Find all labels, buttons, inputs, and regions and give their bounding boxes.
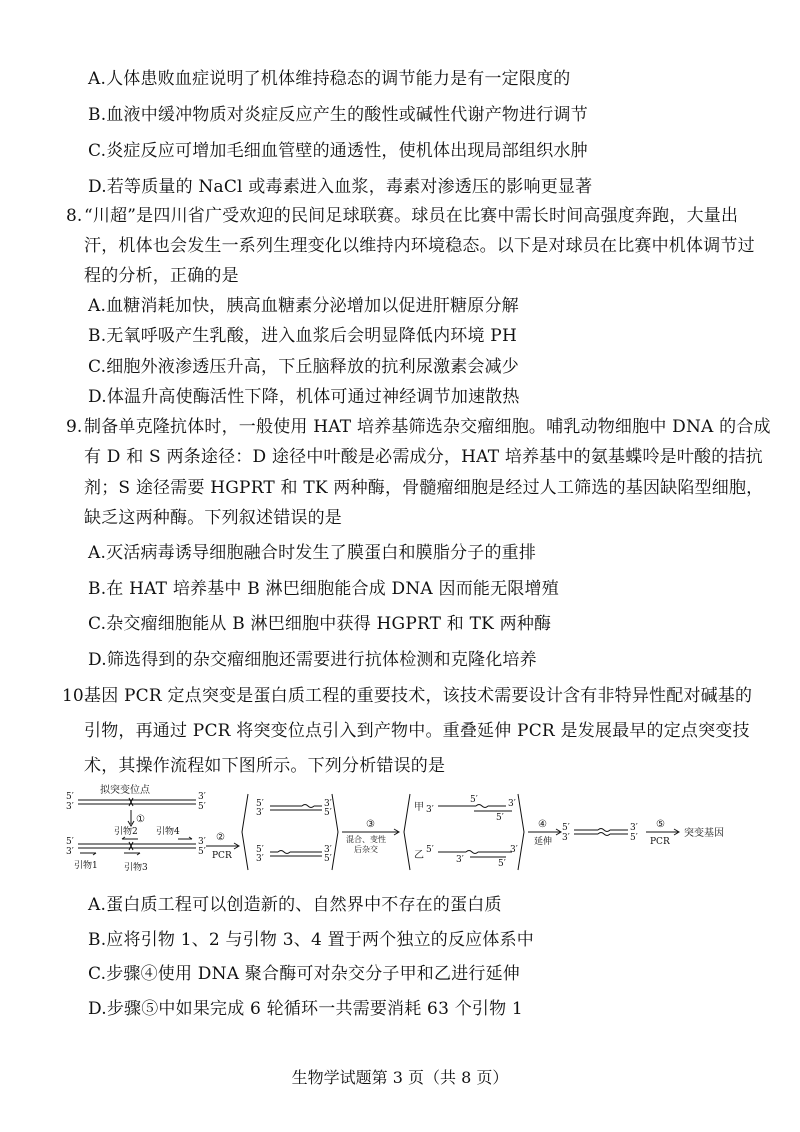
- q9-option-c: C.杂交瘤细胞能从 B 淋巴细胞中获得 HGPRT 和 TK 两种酶: [88, 614, 552, 634]
- label-3prime: 3′: [456, 855, 464, 865]
- label-5prime: 5′: [496, 813, 504, 823]
- hybrid-yi-label: 乙: [414, 850, 424, 861]
- label-3prime: 3′: [562, 833, 570, 843]
- step-5: ⑤: [656, 819, 665, 830]
- label-5prime: 5′: [324, 808, 332, 818]
- q7-option-a: A.人体患败血症说明了机体维持稳态的调节能力是有一定限度的: [88, 69, 571, 89]
- primer-1-label: 引物1: [74, 861, 98, 871]
- q8-option-b: B.无氧呼吸产生乳酸，进入血浆后会明显降低内环境 PH: [88, 326, 517, 346]
- q9-number: 9.: [66, 417, 83, 437]
- q7-option-b: B.血液中缓冲物质对炎症反应产生的酸性或碱性代谢产物进行调节: [88, 105, 588, 125]
- q10-option-d: D.步骤⑤中如果完成 6 轮循环一共需要消耗 63 个引物 1: [88, 999, 523, 1019]
- label-5prime: 5′: [256, 845, 264, 855]
- q9-stem-line-3: 剂；S 途径需要 HGPRT 和 TK 两种酶，骨髓瘤细胞是经过人工筛选的基因缺陷型细胞，: [84, 478, 764, 498]
- q7-option-c: C.炎症反应可增加毛细血管壁的通透性，使机体出现局部组织水肿: [88, 141, 588, 161]
- step-3: ③: [366, 819, 375, 830]
- label-3prime: 3′: [198, 837, 206, 847]
- label-5prime: 5′: [324, 854, 332, 864]
- label-5prime: 5′: [470, 795, 478, 805]
- label-3prime: 3′: [66, 847, 74, 857]
- label-3prime: 3′: [630, 823, 638, 833]
- page-footer: 生物学试题第 3 页（共 8 页）: [291, 1068, 509, 1087]
- q10-option-b: B.应将引物 1、2 与引物 3、4 置于两个独立的反应体系中: [88, 930, 534, 950]
- label-5prime: 5′: [198, 847, 206, 857]
- label-5prime: 5′: [630, 833, 638, 843]
- label-3prime: 3′: [510, 845, 518, 855]
- label-3prime: 3′: [198, 792, 206, 802]
- label-5prime: 5′: [66, 837, 74, 847]
- hybrid-jia-label: 甲: [414, 802, 424, 813]
- label-3prime: 3′: [426, 805, 434, 815]
- q8-option-c: C.细胞外液渗透压升高，下丘脑释放的抗利尿激素会减少: [88, 357, 520, 377]
- q8-stem-line-1: “川超”是四川省广受欢迎的民间足球联赛。球员在比赛中需长时间高强度奔跑，大量出: [84, 206, 739, 226]
- q9-stem-line-2: 有 D 和 S 两条途径：D 途径中叶酸是必需成分，HAT 培养基中的氨基蝶呤是叶酸的拮抗: [84, 447, 763, 467]
- q8-option-d: D.体温升高使酶活性下降，机体可通过神经调节加速散热: [88, 387, 520, 407]
- pcr-label: PCR: [212, 851, 232, 861]
- step-4: ④: [538, 819, 547, 830]
- q9-option-b: B.在 HAT 培养基中 B 淋巴细胞能合成 DNA 因而能无限增殖: [88, 579, 559, 599]
- q10-stem-line-3: 术，其操作流程如下图所示。下列分析错误的是: [84, 756, 446, 776]
- label-3prime: 3′: [508, 799, 516, 809]
- label-5prime: 5′: [562, 823, 570, 833]
- q10-stem-line-1: 基因 PCR 定点突变是蛋白质工程的重要技术，该技术需要设计含有非特异性配对碱基的: [84, 686, 753, 706]
- q10-number: 10.: [62, 686, 90, 706]
- q10-option-a: A.蛋白质工程可以创造新的、自然界中不存在的蛋白质: [88, 895, 502, 915]
- step-2: ②: [216, 832, 225, 843]
- q10-stem-line-2: 引物，再通过 PCR 将突变位点引入到产物中。重叠延伸 PCR 是发展最早的定点突变技: [84, 721, 750, 741]
- q8-option-a: A.血糖消耗加快，胰高血糖素分泌增加以促进肝糖原分解: [88, 296, 519, 316]
- mix-label-line-1: 混合、变性: [346, 835, 386, 844]
- q9-option-d: D.筛选得到的杂交瘤细胞还需要进行抗体检测和克隆化培养: [88, 650, 537, 670]
- q7-option-d: D.若等质量的 NaCl 或毒素进入血浆，毒素对渗透压的影响更显著: [88, 177, 593, 197]
- label-3prime: 3′: [256, 808, 264, 818]
- pcr-flow-diagram: [66, 782, 756, 886]
- primer-3-label: 引物3: [124, 863, 148, 873]
- q9-stem-line-4: 缺乏这两种酶。下列叙述错误的是: [84, 508, 342, 528]
- q10-option-c: C.步骤④使用 DNA 聚合酶可对杂交分子甲和乙进行延伸: [88, 964, 520, 984]
- label-3prime: 3′: [256, 854, 264, 864]
- label-3prime: 3′: [324, 845, 332, 855]
- label-5prime: 5′: [426, 845, 434, 855]
- label-5prime: 5′: [498, 859, 506, 869]
- step-1: ①: [136, 814, 145, 825]
- mix-label-line-2: 后杂交: [354, 845, 378, 854]
- primer-2-label: 引物2: [114, 827, 138, 837]
- label-5prime: 5′: [256, 799, 264, 809]
- site-label: 拟突变位点: [100, 785, 150, 796]
- mutant-gene-label: 突变基因: [684, 828, 724, 839]
- extend-label: 延伸: [534, 837, 553, 847]
- q9-option-a: A.灭活病毒诱导细胞融合时发生了膜蛋白和膜脂分子的重排: [88, 543, 537, 563]
- q8-stem-line-2: 汗，机体也会发生一系列生理变化以维持内环境稳态。以下是对球员在比赛中机体调节过: [84, 236, 755, 256]
- q8-number: 8.: [66, 206, 83, 226]
- q8-stem-line-3: 程的分析，正确的是: [84, 266, 239, 286]
- label-5prime: 5′: [198, 802, 206, 812]
- label-3prime: 3′: [324, 799, 332, 809]
- pcr-label: PCR: [650, 837, 670, 847]
- label-5prime: 5′: [66, 792, 74, 802]
- q9-stem-line-1: 制备单克隆抗体时，一般使用 HAT 培养基筛选杂交瘤细胞。哺乳动物细胞中 DNA 的合成: [84, 417, 771, 437]
- primer-4-label: 引物4: [156, 827, 180, 837]
- label-3prime: 3′: [66, 802, 74, 812]
